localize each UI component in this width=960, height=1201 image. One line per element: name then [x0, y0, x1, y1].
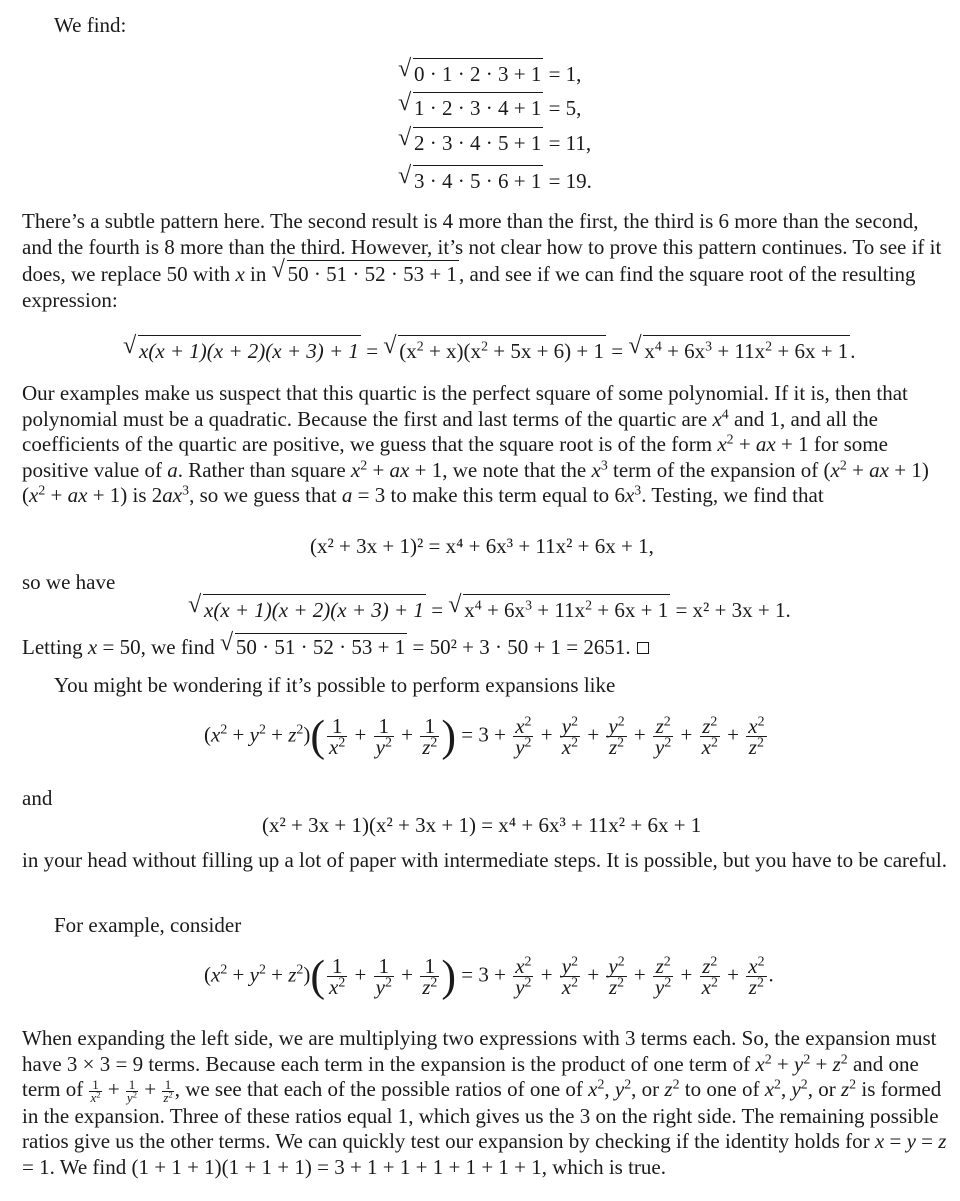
- fraction-expansion-equation-2: $(x^2 + y^2 + z^2)$( $\frac{1}{x^2}$ + $\frac{1}{y^2}$ + $\frac{1}{z^2}$ ) = 3 + $\frac{x^2}{y^2}$ + $\frac{y^2}{x^2}$ + $\frac{y^2}{z^2}$ + $\frac{z^2}{y^2}$ + $\frac{z^2}{x^2}$ + $\frac{x^2}{z^2}$ .: [204, 951, 774, 1001]
- expanding-paragraph: When expanding the left side, we are multiplying two expressions with 3 terms each. So, the expansion must have 3 × 3 = 9 terms. Because each term in the expansion is the product of one term of $x^2 + y^2 + z^2$ and one term of $\frac{1}{x^2}$ + $\frac{1}{y^2}$ + $\frac{1}{z^2}$ , we see that each of the possible ratios of one of $x^2$, $y^2$, or $z^2$ to one of $x^2$, $y^2$, or $z^2$ is formed in the expansion. Three of these ratios equal 1, which gives us the 3 on the right side. The remaining possible ratios give us the other terms. We can quickly test our expansion by checking if the identity holds for x = y = z = 1. We find (1 + 1 + 1)(1 + 1 + 1) = 3 + 1 + 1 + 1 + 1 + 1 + 1, which is true.: [22, 1026, 947, 1179]
- letting-paragraph: Letting x = 50, we find √ 50 · 51 · 52 · 53 + 1 = 50² + 3 · 50 + 1 = 2651.: [22, 633, 952, 661]
- pattern-paragraph: There’s a subtle pattern here. The second result is 4 more than the first, the third is 6 more than the second, and the fourth is 8 more than the third. However, it’s not clear how to prove this pattern continues. To see if it does, we replace 50 with x in √ 50 · 51 · 52 · 53 + 1, and see if we can find the square root of the resulting expression:: [22, 209, 952, 313]
- sqrt-eq-2: √ 1 · 2 · 3 · 4 + 1 = 5,: [398, 92, 581, 122]
- quartic-paragraph: Our examples make us suspect that this quartic is the perfect square of some polynomial. If it is, then that polynomial must be a quadratic. Because the first and last terms of the quartic are $x^4$ and 1, and all the coefficients of the quartic are positive, we guess that the square root is of the form $x^2$ + ax + 1 for some positive value of a. Rather than square $x^2$ + ax + 1, we note that the $x^3$ term of the expansion of ($x^2$ + ax + $1)(x^2$ + ax + 1) is $2ax^3$, so we guess that a = 3 to make this term equal to $6x^3$. Testing, we find that: [22, 381, 929, 507]
- sqrt-eq-4: √ 3 · 4 · 5 · 6 + 1 = 19.: [398, 165, 592, 195]
- for-example-text: For example, consider: [54, 913, 242, 937]
- and-text: and: [22, 786, 53, 810]
- wondering-text: You might be wondering if it’s possible to perform expansions like: [54, 673, 616, 697]
- sqrt-eq-1: √ 0 · 1 · 2 · 3 + 1 = 1,: [398, 58, 581, 88]
- qed-box-icon: [637, 642, 649, 654]
- radical-chain-equation: √ x(x + 1)(x + 2)(x + 3) + 1 = √ $(x^2 + x)(x^2 + 5x + 6) + 1$ = √ $x^4 + 6x^3 + 11x^2 + 6x + 1$.: [123, 335, 856, 365]
- sqrt-eq-3: √ 2 · 3 · 4 · 5 + 1 = 11,: [398, 127, 591, 157]
- square-root-result-equation: √ x(x + 1)(x + 2)(x + 3) + 1 = √ $x^4 + 6x^3 + 11x^2 + 6x + 1 = x^2 + 3x + 1$.: [188, 594, 791, 624]
- so-we-have-text: so we have: [22, 570, 116, 594]
- square-test-equation: (x² + 3x + 1)² = x⁴ + 6x³ + 11x² + 6x + 1,: [310, 534, 654, 558]
- fraction-expansion-equation-1: $(x^2 + y^2 + z^2)$( $\frac{1}{x^2}$ + $\frac{1}{y^2}$ + $\frac{1}{z^2}$ ) = 3 + $\frac{x^2}{y^2}$ + $\frac{y^2}{x^2}$ + $\frac{y^2}{z^2}$ + $\frac{z^2}{y^2}$ + $\frac{z^2}{x^2}$ + $\frac{x^2}{z^2}$: [204, 711, 765, 761]
- product-expansion-equation: (x² + 3x + 1)(x² + 3x + 1) = x⁴ + 6x³ + 11x² + 6x + 1: [262, 813, 702, 837]
- intro-text: We find:: [54, 13, 127, 37]
- in-your-head-paragraph: in your head without filling up a lot of paper with intermediate steps. It is possible, but you have to be careful.: [22, 848, 947, 872]
